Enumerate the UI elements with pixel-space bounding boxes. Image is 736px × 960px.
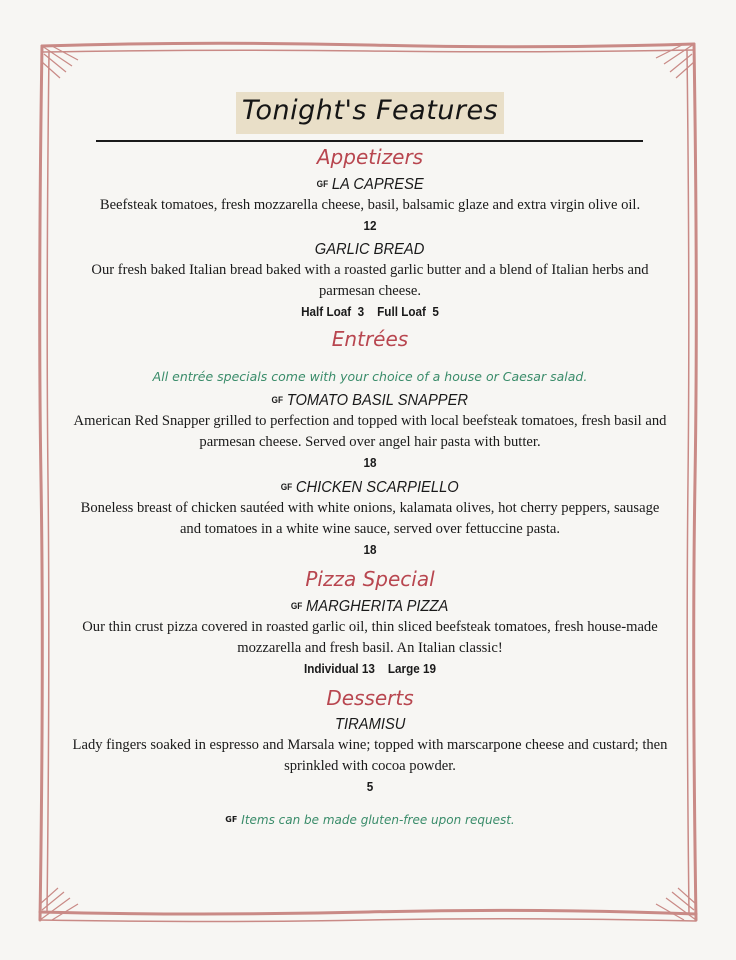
footnote-text: Items can be made gluten-free upon request. — [241, 813, 515, 827]
title-divider — [96, 140, 643, 142]
menu-item — [70, 170, 670, 236]
gluten-free-badge: GF — [271, 395, 284, 405]
entree-note: All entrée specials come with your choice of a house or Caesar salad. — [152, 369, 588, 384]
menu-item — [70, 473, 670, 560]
gluten-free-badge: GF — [281, 482, 293, 492]
item-name: LA CAPRESE — [331, 176, 424, 193]
gluten-free-badge: GF — [316, 179, 328, 189]
item-description: American Red Snapper grilled to perfection and topped with local beefsteak tomatoes, fresh basil and parmesan cheese. Served over angel hair pasta with butter. — [73, 413, 667, 450]
menu-item — [70, 386, 670, 473]
menu-item — [70, 592, 670, 679]
menu-item — [70, 711, 670, 797]
item-price: 18 — [363, 542, 377, 557]
section-heading-desserts: Desserts — [326, 686, 414, 710]
menu-item — [70, 236, 670, 322]
item-name: TOMATO BASIL SNAPPER — [286, 392, 469, 409]
gluten-free-footnote — [70, 811, 670, 829]
item-name: MARGHERITA PIZZA — [306, 598, 449, 615]
section-heading-pizza: Pizza Special — [305, 567, 435, 591]
page-title: Tonight's Features — [236, 92, 504, 134]
item-price: Half Loaf 3 Full Loaf 5 — [301, 304, 439, 319]
section-heading-entrees: Entrées — [331, 327, 409, 351]
item-price: 5 — [366, 779, 374, 794]
item-description: Beefsteak tomatoes, fresh mozzarella cheese, basil, balsamic glaze and extra virgin olive oil. — [99, 197, 641, 213]
gluten-free-badge: GF — [225, 815, 238, 824]
item-description: Our thin crust pizza covered in roasted garlic oil, thin sliced beefsteak tomatoes, fresh house-made mozzarella and fresh basil. An Italian classic! — [82, 619, 658, 656]
item-name: CHICKEN SCARPIELLO — [296, 479, 459, 496]
item-price: Individual 13 Large 19 — [303, 661, 436, 676]
item-name: TIRAMISU — [334, 716, 406, 733]
item-description: Lady fingers soaked in espresso and Marsala wine; topped with marscarpone cheese and custard; then sprinkled with cocoa powder. — [72, 737, 668, 774]
item-description: Our fresh baked Italian bread baked with a roasted garlic butter and a blend of Italian herbs and parmesan cheese. — [91, 262, 649, 299]
item-price: 18 — [363, 455, 377, 470]
gluten-free-badge: GF — [291, 601, 303, 611]
menu-content — [70, 92, 670, 829]
item-price: 12 — [363, 218, 377, 233]
section-heading-appetizers: Appetizers — [316, 145, 424, 169]
item-description: Boneless breast of chicken sautéed with white onions, kalamata olives, hot cherry peppers, sausage and tomatoes in a white wine sauce, served over fettuccine pasta. — [80, 500, 660, 537]
item-name: GARLIC BREAD — [315, 241, 425, 258]
